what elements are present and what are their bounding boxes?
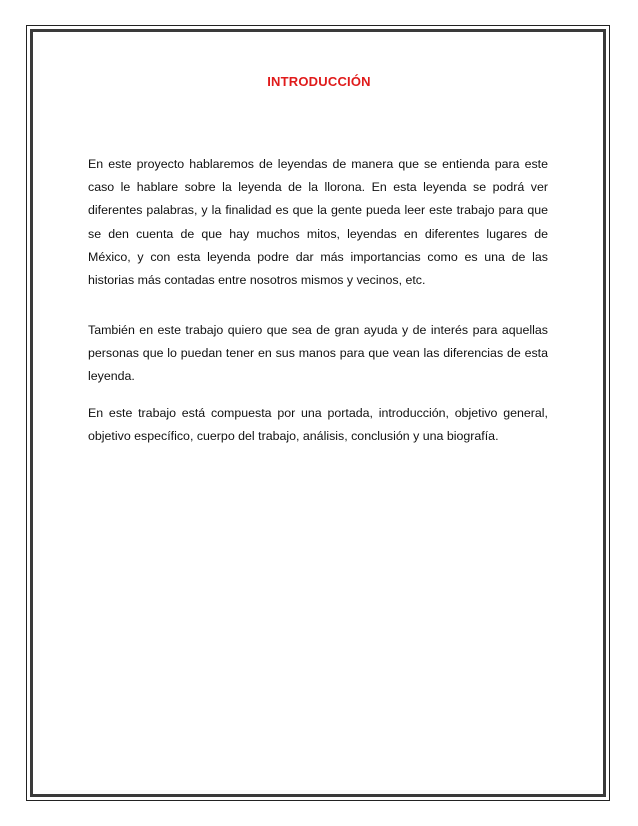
page-title: INTRODUCCIÓN <box>267 74 371 89</box>
paragraph-structure: En este trabajo está compuesta por una portada, introducción, objetivo general, objetivo específico, cuerpo del trabajo, análisis, conclusión y una biografía. <box>88 406 548 444</box>
paragraph-purpose: También en este trabajo quiero que sea de gran ayuda y de interés para aquellas personas que lo puedan tener en sus manos para que vean las diferencias de esta leyenda. <box>88 323 548 384</box>
paragraph-intro: En este proyecto hablaremos de leyendas de manera que se entienda para este caso le hablare sobre la leyenda de la llorona. En esta leyenda se podrá ver diferentes palabras, y la finalidad es que la gente pueda leer este trabajo para que se den cuenta de que hay muchos mitos, leyendas en diferentes lugares de México, y con esta leyenda podre dar más importancias como es una de las historias más contadas entre nosotros mismos y vecinos, etc. <box>88 157 548 288</box>
